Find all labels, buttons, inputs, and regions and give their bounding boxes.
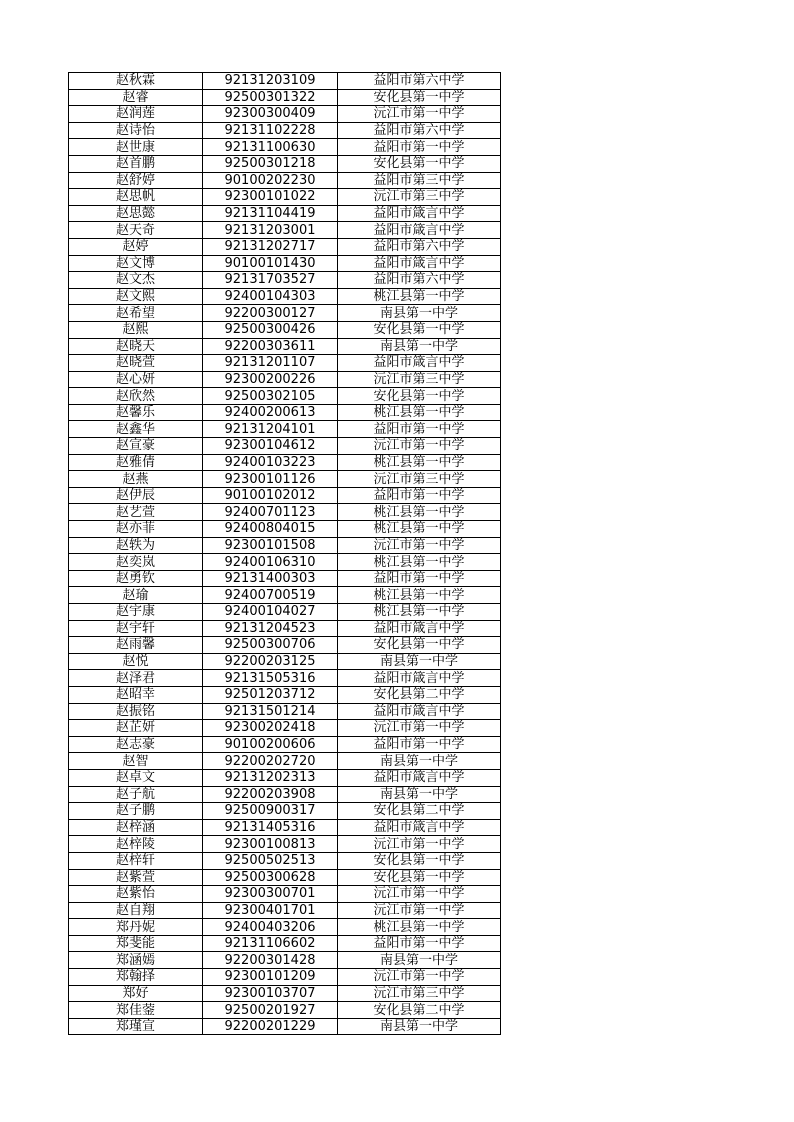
student-name-cell: 赵睿 (69, 89, 203, 106)
school-cell: 益阳市箴言中学 (338, 222, 501, 239)
exam-number-cell: 92400103223 (203, 454, 338, 471)
school-cell: 南县第一中学 (338, 753, 501, 770)
student-name-cell: 赵宣豪 (69, 438, 203, 455)
exam-number-cell: 92500201927 (203, 1002, 338, 1019)
student-name-cell: 赵伊辰 (69, 487, 203, 504)
exam-number-cell: 92500300706 (203, 637, 338, 654)
exam-number-cell: 92300101126 (203, 471, 338, 488)
school-cell: 桃江县第一中学 (338, 504, 501, 521)
table-row (69, 172, 501, 189)
student-name-cell: 赵宇轩 (69, 620, 203, 637)
table-row (69, 703, 501, 720)
exam-number-cell: 92131400303 (203, 570, 338, 587)
student-name-cell: 赵思懿 (69, 205, 203, 222)
table-row (69, 421, 501, 438)
exam-number-cell: 92500300628 (203, 869, 338, 886)
student-name-cell: 赵志豪 (69, 736, 203, 753)
school-cell: 沅江市第一中学 (338, 438, 501, 455)
school-cell: 益阳市箴言中学 (338, 620, 501, 637)
school-cell: 益阳市箴言中学 (338, 205, 501, 222)
table-row (69, 869, 501, 886)
school-cell: 益阳市箴言中学 (338, 703, 501, 720)
table-row (69, 902, 501, 919)
school-cell: 安化县第一中学 (338, 852, 501, 869)
student-name-cell: 赵润莲 (69, 106, 203, 123)
student-name-cell: 赵奕岚 (69, 554, 203, 571)
table-row (69, 969, 501, 986)
school-cell: 南县第一中学 (338, 305, 501, 322)
school-cell: 安化县第一中学 (338, 637, 501, 654)
exam-number-cell: 92131405316 (203, 819, 338, 836)
school-cell: 安化县第二中学 (338, 686, 501, 703)
student-name-cell: 赵子鹏 (69, 803, 203, 820)
exam-number-cell: 92200203125 (203, 653, 338, 670)
student-name-cell: 赵希望 (69, 305, 203, 322)
exam-number-cell: 92501203712 (203, 686, 338, 703)
student-name-cell: 赵宇康 (69, 604, 203, 621)
table-row (69, 653, 501, 670)
table-row (69, 305, 501, 322)
student-name-cell: 赵雨馨 (69, 637, 203, 654)
student-name-cell: 赵紫怡 (69, 886, 203, 903)
student-name-cell: 赵思帆 (69, 189, 203, 206)
student-name-cell: 赵自翔 (69, 902, 203, 919)
student-name-cell: 赵梓陵 (69, 836, 203, 853)
student-name-cell: 赵智 (69, 753, 203, 770)
table-row (69, 189, 501, 206)
student-name-cell: 赵秋霖 (69, 73, 203, 90)
exam-number-cell: 92300200226 (203, 371, 338, 388)
student-name-cell: 赵昭幸 (69, 686, 203, 703)
student-name-cell: 赵馨乐 (69, 404, 203, 421)
table-row (69, 521, 501, 538)
exam-number-cell: 92300100813 (203, 836, 338, 853)
student-name-cell: 赵鑫华 (69, 421, 203, 438)
school-cell: 益阳市第三中学 (338, 172, 501, 189)
student-name-cell: 赵熙 (69, 321, 203, 338)
table-row (69, 73, 501, 90)
exam-number-cell: 92400200613 (203, 404, 338, 421)
school-cell: 益阳市箴言中学 (338, 255, 501, 272)
student-name-cell: 赵燕 (69, 471, 203, 488)
school-cell: 安化县第一中学 (338, 321, 501, 338)
table-row (69, 720, 501, 737)
exam-number-cell: 92131102228 (203, 122, 338, 139)
exam-number-cell: 92200202720 (203, 753, 338, 770)
school-cell: 安化县第一中学 (338, 155, 501, 172)
school-cell: 益阳市第六中学 (338, 73, 501, 90)
exam-number-cell: 92131203001 (203, 222, 338, 239)
student-name-cell: 赵文熙 (69, 288, 203, 305)
table-body (69, 73, 501, 1035)
school-cell: 南县第一中学 (338, 952, 501, 969)
student-name-cell: 郑翰择 (69, 969, 203, 986)
exam-number-cell: 92131505316 (203, 670, 338, 687)
exam-number-cell: 92131202717 (203, 238, 338, 255)
student-name-cell: 郑斐能 (69, 935, 203, 952)
student-name-cell: 赵欣然 (69, 388, 203, 405)
school-cell: 益阳市第一中学 (338, 421, 501, 438)
table-row (69, 122, 501, 139)
student-name-cell: 郑瑾宣 (69, 1018, 203, 1035)
exam-number-cell: 90100200606 (203, 736, 338, 753)
table-row (69, 554, 501, 571)
school-cell: 沅江市第一中学 (338, 836, 501, 853)
exam-number-cell: 92300401701 (203, 902, 338, 919)
school-cell: 桃江县第一中学 (338, 604, 501, 621)
school-cell: 桃江县第一中学 (338, 288, 501, 305)
school-cell: 沅江市第三中学 (338, 189, 501, 206)
table-row (69, 504, 501, 521)
school-cell: 沅江市第三中学 (338, 985, 501, 1002)
table-row (69, 487, 501, 504)
student-name-cell: 郑好 (69, 985, 203, 1002)
school-cell: 南县第一中学 (338, 786, 501, 803)
school-cell: 沅江市第三中学 (338, 371, 501, 388)
school-cell: 益阳市箴言中学 (338, 819, 501, 836)
school-cell: 沅江市第一中学 (338, 720, 501, 737)
exam-number-cell: 92300202418 (203, 720, 338, 737)
exam-number-cell: 92400700519 (203, 587, 338, 604)
exam-number-cell: 92131204101 (203, 421, 338, 438)
table-row (69, 886, 501, 903)
school-cell: 安化县第一中学 (338, 869, 501, 886)
table-row (69, 570, 501, 587)
exam-number-cell: 92200201229 (203, 1018, 338, 1035)
table-row (69, 106, 501, 123)
school-cell: 桃江县第一中学 (338, 454, 501, 471)
exam-number-cell: 92400106310 (203, 554, 338, 571)
school-cell: 安化县第二中学 (338, 803, 501, 820)
table-row (69, 388, 501, 405)
exam-number-cell: 90100202230 (203, 172, 338, 189)
student-name-cell: 赵艺萱 (69, 504, 203, 521)
school-cell: 益阳市第一中学 (338, 487, 501, 504)
exam-number-cell: 92500300426 (203, 321, 338, 338)
school-cell: 桃江县第一中学 (338, 521, 501, 538)
table-row (69, 836, 501, 853)
exam-number-cell: 92400804015 (203, 521, 338, 538)
table-row (69, 670, 501, 687)
school-cell: 桃江县第一中学 (338, 554, 501, 571)
exam-number-cell: 92300101508 (203, 537, 338, 554)
school-cell: 沅江市第一中学 (338, 886, 501, 903)
exam-number-cell: 92300104612 (203, 438, 338, 455)
table-row (69, 338, 501, 355)
table-row (69, 736, 501, 753)
student-name-cell: 赵文杰 (69, 272, 203, 289)
table-row (69, 205, 501, 222)
table-row (69, 604, 501, 621)
table-row (69, 288, 501, 305)
table-row (69, 355, 501, 372)
exam-number-cell: 92400403206 (203, 919, 338, 936)
student-name-cell: 赵亦菲 (69, 521, 203, 538)
table-row (69, 919, 501, 936)
table-row (69, 1018, 501, 1035)
school-cell: 桃江县第一中学 (338, 404, 501, 421)
student-name-cell: 赵泽君 (69, 670, 203, 687)
exam-number-cell: 92300300701 (203, 886, 338, 903)
table-row (69, 139, 501, 156)
student-name-cell: 赵首鹏 (69, 155, 203, 172)
school-cell: 安化县第一中学 (338, 89, 501, 106)
table-row (69, 255, 501, 272)
student-name-cell: 赵雅倩 (69, 454, 203, 471)
table-row (69, 935, 501, 952)
school-cell: 益阳市箴言中学 (338, 355, 501, 372)
student-name-cell: 赵轶为 (69, 537, 203, 554)
table-row (69, 769, 501, 786)
student-name-cell: 赵芷妍 (69, 720, 203, 737)
exam-number-cell: 92131104419 (203, 205, 338, 222)
school-cell: 益阳市箴言中学 (338, 670, 501, 687)
exam-number-cell: 92500301218 (203, 155, 338, 172)
student-table (68, 72, 501, 1035)
exam-number-cell: 92500301322 (203, 89, 338, 106)
table-row (69, 803, 501, 820)
student-name-cell: 赵世康 (69, 139, 203, 156)
exam-number-cell: 92400701123 (203, 504, 338, 521)
table-row (69, 222, 501, 239)
exam-number-cell: 92131100630 (203, 139, 338, 156)
table-row (69, 438, 501, 455)
table-row (69, 155, 501, 172)
school-cell: 益阳市箴言中学 (338, 769, 501, 786)
student-name-cell: 赵婷 (69, 238, 203, 255)
exam-number-cell: 92200301428 (203, 952, 338, 969)
table-row (69, 952, 501, 969)
student-name-cell: 赵紫萱 (69, 869, 203, 886)
table-row (69, 471, 501, 488)
student-name-cell: 赵子航 (69, 786, 203, 803)
table-row (69, 686, 501, 703)
student-name-cell: 赵晓天 (69, 338, 203, 355)
table-row (69, 1002, 501, 1019)
table-row (69, 238, 501, 255)
table-row (69, 786, 501, 803)
exam-number-cell: 92131703527 (203, 272, 338, 289)
exam-number-cell: 92500502513 (203, 852, 338, 869)
student-name-cell: 赵梓轩 (69, 852, 203, 869)
student-name-cell: 赵心妍 (69, 371, 203, 388)
school-cell: 沅江市第一中学 (338, 969, 501, 986)
school-cell: 益阳市第六中学 (338, 238, 501, 255)
school-cell: 桃江县第一中学 (338, 919, 501, 936)
school-cell: 桃江县第一中学 (338, 587, 501, 604)
school-cell: 沅江市第一中学 (338, 537, 501, 554)
table-row (69, 454, 501, 471)
exam-number-cell: 92300300409 (203, 106, 338, 123)
student-name-cell: 赵瑜 (69, 587, 203, 604)
school-cell: 南县第一中学 (338, 653, 501, 670)
table-row (69, 587, 501, 604)
table-row (69, 985, 501, 1002)
exam-number-cell: 92300103707 (203, 985, 338, 1002)
exam-number-cell: 90100101430 (203, 255, 338, 272)
table-row (69, 371, 501, 388)
exam-number-cell: 92500302105 (203, 388, 338, 405)
student-name-cell: 郑涵嫣 (69, 952, 203, 969)
student-name-cell: 赵文博 (69, 255, 203, 272)
table-row (69, 404, 501, 421)
table-row (69, 753, 501, 770)
school-cell: 沅江市第一中学 (338, 106, 501, 123)
exam-number-cell: 92200303611 (203, 338, 338, 355)
table-row (69, 819, 501, 836)
school-cell: 沅江市第三中学 (338, 471, 501, 488)
table-row (69, 321, 501, 338)
school-cell: 益阳市第一中学 (338, 736, 501, 753)
student-name-cell: 赵诗怡 (69, 122, 203, 139)
exam-number-cell: 92300101209 (203, 969, 338, 986)
student-name-cell: 赵振铭 (69, 703, 203, 720)
school-cell: 益阳市第一中学 (338, 935, 501, 952)
student-name-cell: 郑佳蓥 (69, 1002, 203, 1019)
school-cell: 益阳市第六中学 (338, 122, 501, 139)
exam-number-cell: 90100102012 (203, 487, 338, 504)
school-cell: 益阳市第一中学 (338, 570, 501, 587)
exam-number-cell: 92400104027 (203, 604, 338, 621)
exam-number-cell: 92500900317 (203, 803, 338, 820)
exam-number-cell: 92131203109 (203, 73, 338, 90)
exam-number-cell: 92131501214 (203, 703, 338, 720)
student-name-cell: 赵悦 (69, 653, 203, 670)
table-row (69, 637, 501, 654)
exam-number-cell: 92200300127 (203, 305, 338, 322)
table-row (69, 537, 501, 554)
student-name-cell: 郑丹妮 (69, 919, 203, 936)
student-name-cell: 赵舒婷 (69, 172, 203, 189)
student-name-cell: 赵晓萱 (69, 355, 203, 372)
school-cell: 安化县第二中学 (338, 1002, 501, 1019)
table-row (69, 272, 501, 289)
school-cell: 沅江市第一中学 (338, 902, 501, 919)
school-cell: 南县第一中学 (338, 338, 501, 355)
student-name-cell: 赵梓涵 (69, 819, 203, 836)
table-row (69, 89, 501, 106)
student-name-cell: 赵卓文 (69, 769, 203, 786)
school-cell: 安化县第一中学 (338, 388, 501, 405)
student-name-cell: 赵勇钦 (69, 570, 203, 587)
exam-number-cell: 92200203908 (203, 786, 338, 803)
exam-number-cell: 92131106602 (203, 935, 338, 952)
exam-number-cell: 92131202313 (203, 769, 338, 786)
table-row (69, 620, 501, 637)
exam-number-cell: 92300101022 (203, 189, 338, 206)
exam-number-cell: 92400104303 (203, 288, 338, 305)
school-cell: 益阳市第一中学 (338, 139, 501, 156)
table-row (69, 852, 501, 869)
school-cell: 南县第一中学 (338, 1018, 501, 1035)
school-cell: 益阳市第六中学 (338, 272, 501, 289)
exam-number-cell: 92131201107 (203, 355, 338, 372)
student-name-cell: 赵天奇 (69, 222, 203, 239)
exam-number-cell: 92131204523 (203, 620, 338, 637)
